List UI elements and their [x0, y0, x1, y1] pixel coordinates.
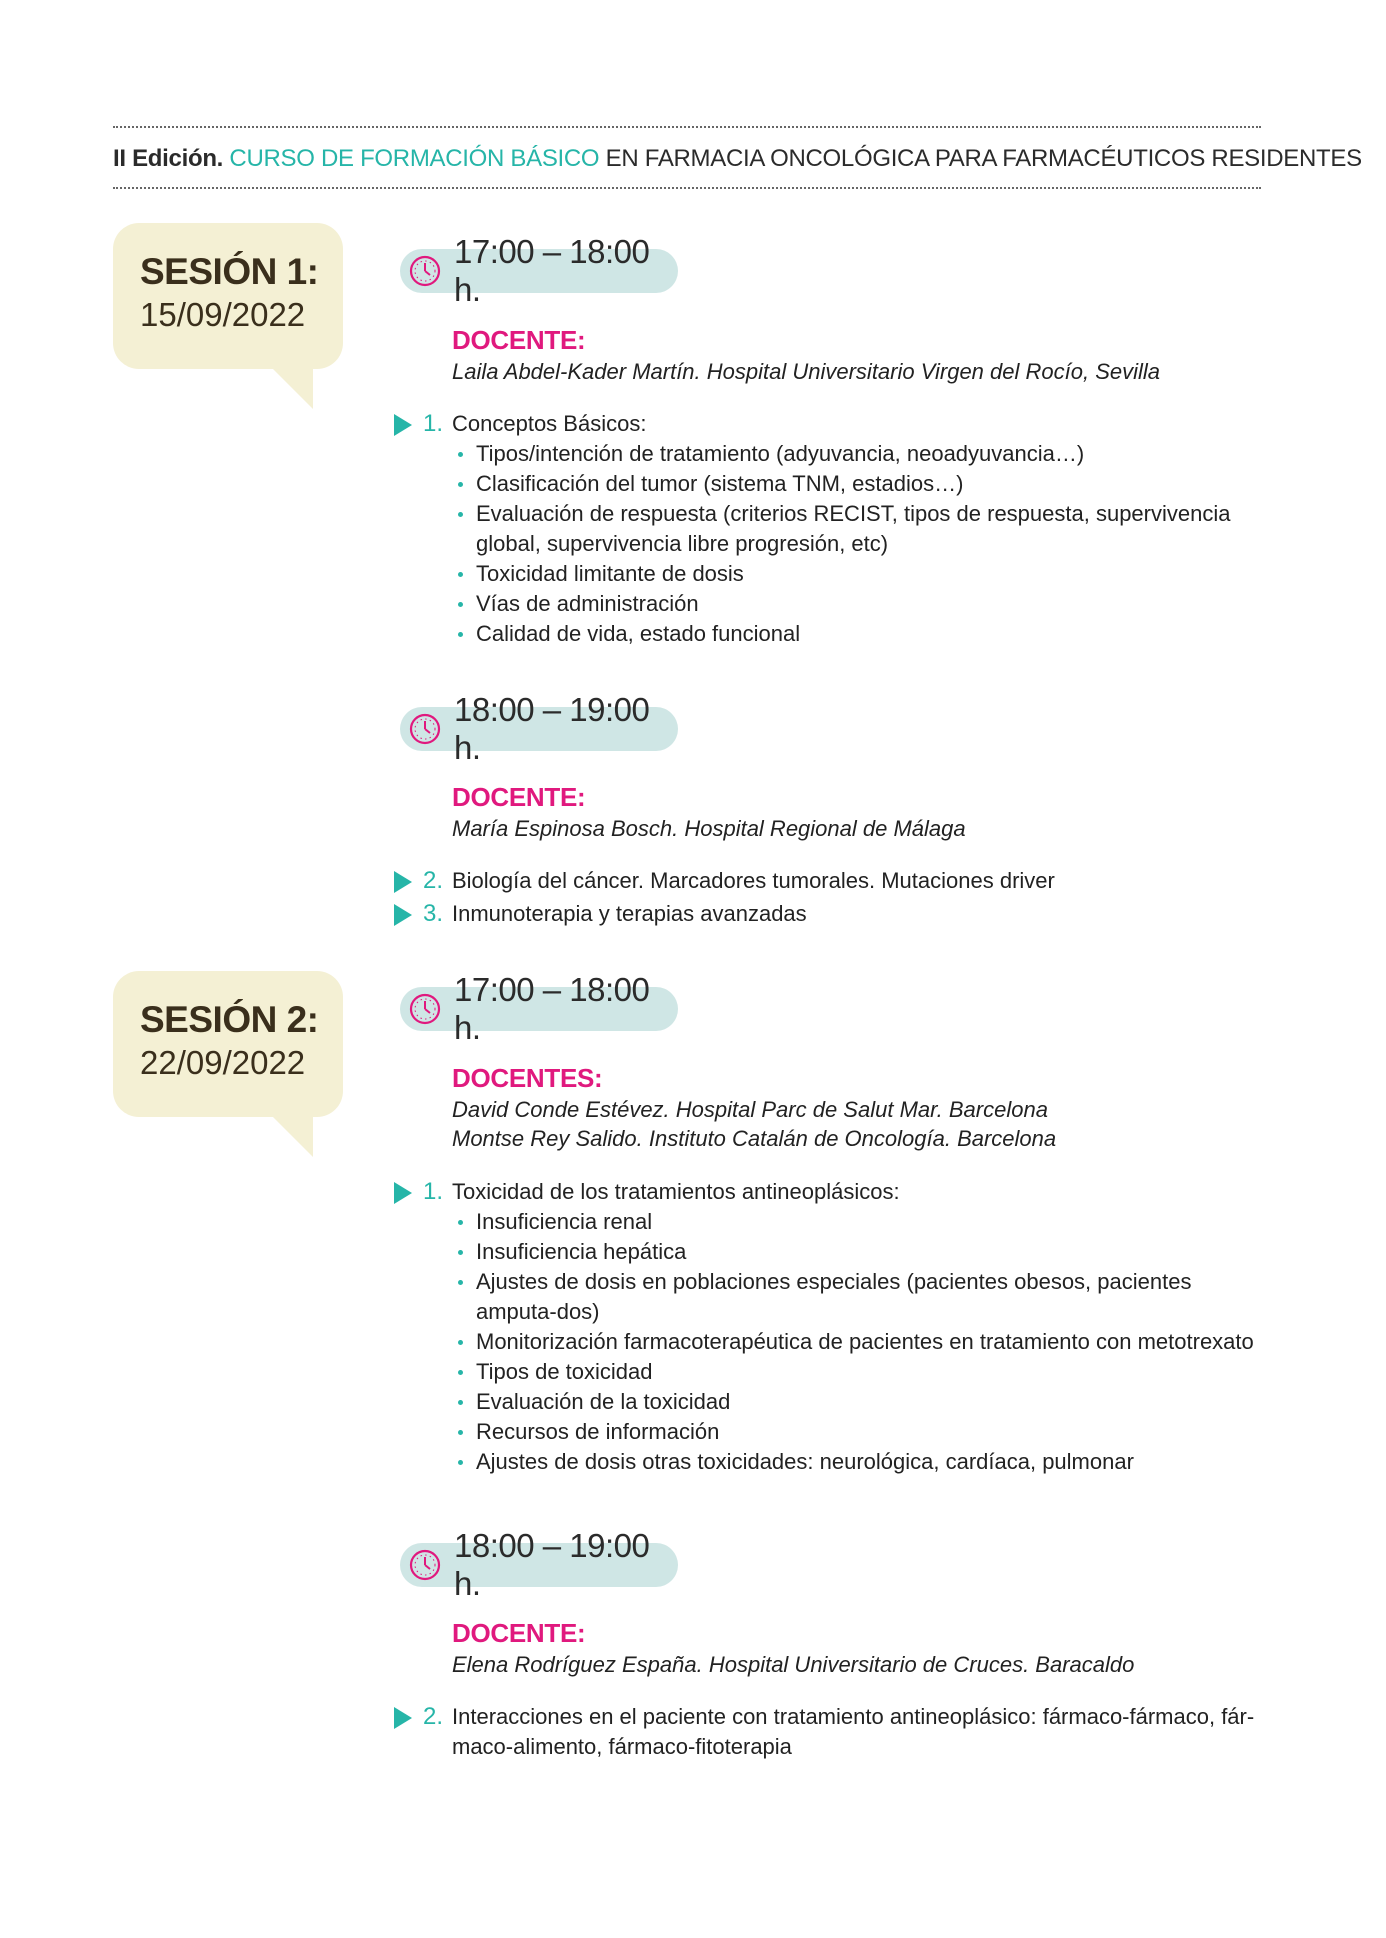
session-1-badge: [113, 223, 343, 369]
triangle-arrow-icon: [394, 414, 412, 436]
topic-text: Interacciones en el paciente con tratamiento antineoplásico: fármaco-fármaco, fár-maco-alimento, fármaco-fitoterapia: [452, 1704, 1255, 1759]
docente-label: DOCENTE:: [452, 1618, 586, 1648]
time-text: 18:00 – 19:00 h.: [454, 691, 650, 766]
session-title: SESIÓN 2:: [140, 999, 319, 1040]
topic-text: Toxicidad de los tratamientos antineoplásicos:: [452, 1179, 900, 1204]
session-title: SESIÓN 1:: [140, 251, 319, 292]
topic-text: Biología del cáncer. Marcadores tumorales. Mutaciones driver: [452, 868, 1055, 893]
bullet-item: Ajustes de dosis otras toxicidades: neurológica, cardíaca, pulmonar: [476, 1447, 1270, 1477]
time-slot: [400, 233, 678, 308]
bullet-list: [390, 439, 1270, 649]
bullet-item: Calidad de vida, estado funcional: [476, 619, 1270, 649]
docente-block: [452, 1616, 1134, 1679]
topic-item: [390, 409, 1270, 439]
edition-label: II Edición.: [113, 145, 224, 172]
topic-item: [390, 866, 1270, 896]
bullet-item: Evaluación de respuesta (criterios RECIST, tipos de respuesta, supervivencia global, supervivencia libre progresión, etc): [476, 499, 1276, 559]
topic-number: 2.: [423, 1703, 444, 1730]
docente-block: [452, 323, 1160, 386]
bullet-item: Insuficiencia renal: [476, 1207, 1270, 1237]
docente-name: David Conde Estévez. Hospital Parc de Salut Mar. Barcelona: [452, 1097, 1048, 1122]
topic-list: [390, 866, 1270, 929]
course-subtitle: EN FARMACIA ONCOLÓGICA PARA FARMACÉUTICOS RESIDENTES: [605, 145, 1362, 172]
clock-icon: [408, 992, 442, 1026]
bullet-item: Evaluación de la toxicidad: [476, 1387, 1270, 1417]
clock-icon: [408, 1548, 442, 1582]
bullet-item: Toxicidad limitante de dosis: [476, 559, 1270, 589]
time-text: 17:00 – 18:00 h.: [454, 971, 650, 1046]
docente-name: María Espinosa Bosch. Hospital Regional de Málaga: [452, 816, 966, 841]
docente-label: DOCENTES:: [452, 1063, 603, 1093]
bullet-list: [390, 1207, 1270, 1477]
bullet-item: Clasificación del tumor (sistema TNM, estadios…): [476, 469, 1270, 499]
time-slot: [400, 1527, 678, 1602]
course-title: CURSO DE FORMACIÓN BÁSICO: [229, 145, 600, 172]
triangle-arrow-icon: [394, 1707, 412, 1729]
topic-text: Conceptos Básicos:: [452, 411, 647, 436]
docente-label: DOCENTE:: [452, 325, 586, 355]
topic-list: [390, 409, 1270, 649]
bullet-item: Ajustes de dosis en poblaciones especiales (pacientes obesos, pacientes amputa-dos): [476, 1267, 1276, 1327]
triangle-arrow-icon: [394, 904, 412, 926]
bullet-item: Tipos/intención de tratamiento (adyuvancia, neoadyuvancia…): [476, 439, 1270, 469]
session-date: 22/09/2022: [140, 1044, 306, 1081]
topic-number: 1.: [423, 1178, 444, 1205]
topic-number: 3.: [423, 900, 444, 927]
time-text: 17:00 – 18:00 h.: [454, 233, 650, 308]
time-slot: [400, 971, 678, 1046]
document-header: [113, 126, 1362, 189]
bullet-item: Vías de administración: [476, 589, 1270, 619]
bullet-item: Monitorización farmacoterapéutica de pacientes en tratamiento con metotrexato: [476, 1327, 1270, 1357]
topic-number: 1.: [423, 410, 444, 437]
clock-icon: [408, 712, 442, 746]
docente-block: [452, 1061, 1056, 1153]
topic-item: [390, 1177, 1270, 1207]
docente-name: Elena Rodríguez España. Hospital Universitario de Cruces. Baracaldo: [452, 1652, 1135, 1677]
docente-name: Montse Rey Salido. Instituto Catalán de Oncología. Barcelona: [452, 1126, 1057, 1151]
bullet-item: Tipos de toxicidad: [476, 1357, 1270, 1387]
triangle-arrow-icon: [394, 1182, 412, 1204]
topic-list: [390, 1702, 1270, 1762]
bullet-item: Recursos de información: [476, 1417, 1270, 1447]
bullet-item: Insuficiencia hepática: [476, 1237, 1270, 1267]
topic-text: Inmunoterapia y terapias avanzadas: [452, 901, 807, 926]
session-2-badge: [113, 971, 343, 1117]
topic-item: [390, 1702, 1262, 1762]
docente-name: Laila Abdel-Kader Martín. Hospital Universitario Virgen del Rocío, Sevilla: [452, 359, 1161, 384]
clock-icon: [408, 254, 442, 288]
topic-number: 2.: [423, 867, 444, 894]
docente-label: DOCENTE:: [452, 782, 586, 812]
triangle-arrow-icon: [394, 871, 412, 893]
time-text: 18:00 – 19:00 h.: [454, 1527, 650, 1602]
time-slot: [400, 691, 678, 766]
topic-list: [390, 1177, 1270, 1477]
topic-item: [390, 899, 1270, 929]
docente-block: [452, 780, 966, 843]
session-date: 15/09/2022: [140, 296, 306, 333]
